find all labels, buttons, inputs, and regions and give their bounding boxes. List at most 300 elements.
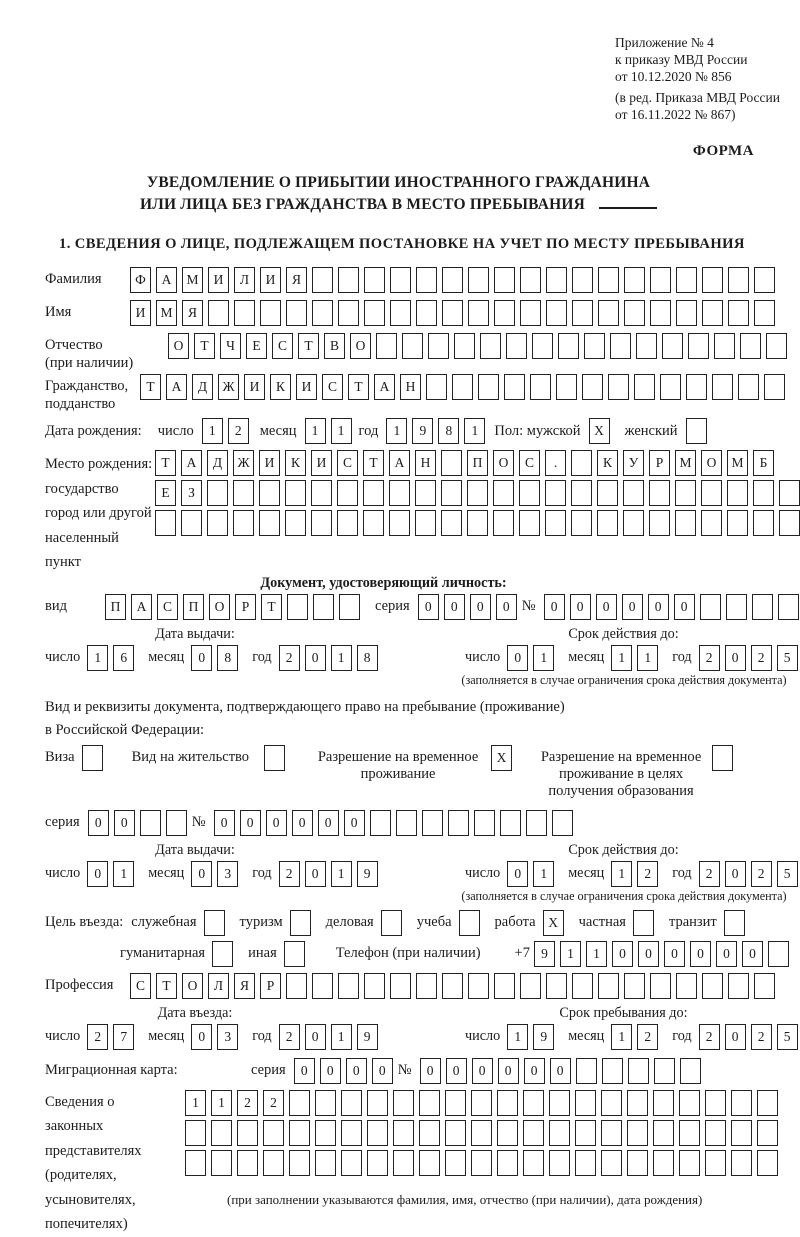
char-cell[interactable] [313, 594, 334, 620]
char-cell[interactable]: 0 [612, 941, 633, 967]
char-cell[interactable]: Д [192, 374, 213, 400]
char-cell[interactable] [285, 510, 306, 536]
char-cell[interactable]: 0 [418, 594, 439, 620]
residence-expiry-month[interactable] [611, 861, 663, 887]
char-cell[interactable] [676, 267, 697, 293]
char-cell[interactable] [211, 1120, 232, 1146]
char-cell[interactable] [415, 480, 436, 506]
char-cell[interactable]: О [182, 973, 203, 999]
char-cell[interactable] [402, 333, 423, 359]
char-cell[interactable] [740, 333, 761, 359]
char-cell[interactable]: А [181, 450, 202, 476]
char-cell[interactable] [494, 973, 515, 999]
char-cell[interactable]: 0 [191, 645, 212, 671]
char-cell[interactable] [422, 810, 443, 836]
surname-cells[interactable] [130, 267, 780, 293]
char-cell[interactable] [754, 973, 775, 999]
char-cell[interactable] [471, 1090, 492, 1116]
char-cell[interactable] [627, 1090, 648, 1116]
char-cell[interactable] [598, 300, 619, 326]
char-cell[interactable]: 9 [534, 941, 555, 967]
char-cell[interactable] [315, 1120, 336, 1146]
char-cell[interactable] [705, 1120, 726, 1146]
char-cell[interactable] [468, 267, 489, 293]
char-cell[interactable] [393, 1120, 414, 1146]
char-cell[interactable] [768, 941, 789, 967]
char-cell[interactable] [341, 1090, 362, 1116]
char-cell[interactable] [558, 333, 579, 359]
char-cell[interactable] [338, 973, 359, 999]
char-cell[interactable] [623, 480, 644, 506]
char-cell[interactable]: Т [363, 450, 384, 476]
char-cell[interactable] [766, 333, 787, 359]
char-cell[interactable]: 8 [217, 645, 238, 671]
char-cell[interactable]: 0 [648, 594, 669, 620]
char-cell[interactable] [339, 594, 360, 620]
char-cell[interactable] [497, 1120, 518, 1146]
char-cell[interactable]: Б [753, 450, 774, 476]
char-cell[interactable]: 0 [305, 1024, 326, 1050]
char-cell[interactable] [712, 374, 733, 400]
char-cell[interactable] [753, 510, 774, 536]
char-cell[interactable]: 9 [533, 1024, 554, 1050]
char-cell[interactable] [610, 333, 631, 359]
char-cell[interactable]: 0 [446, 1058, 467, 1084]
char-cell[interactable]: 0 [690, 941, 711, 967]
char-cell[interactable]: 0 [725, 861, 746, 887]
char-cell[interactable] [364, 267, 385, 293]
char-cell[interactable] [390, 267, 411, 293]
migration-number-cells[interactable] [420, 1058, 706, 1084]
char-cell[interactable]: 0 [191, 1024, 212, 1050]
char-cell[interactable]: Т [140, 374, 161, 400]
char-cell[interactable] [779, 510, 800, 536]
char-cell[interactable] [650, 267, 671, 293]
char-cell[interactable]: О [350, 333, 371, 359]
char-cell[interactable]: А [156, 267, 177, 293]
identity-expiry-year[interactable] [699, 645, 800, 671]
char-cell[interactable] [185, 1120, 206, 1146]
stay-year[interactable] [699, 1024, 800, 1050]
char-cell[interactable] [572, 267, 593, 293]
char-cell[interactable] [285, 480, 306, 506]
char-cell[interactable]: 2 [699, 645, 720, 671]
char-cell[interactable] [312, 267, 333, 293]
char-cell[interactable]: 0 [444, 594, 465, 620]
char-cell[interactable] [727, 510, 748, 536]
char-cell[interactable] [471, 1120, 492, 1146]
entry-month[interactable] [191, 1024, 243, 1050]
char-cell[interactable] [728, 267, 749, 293]
char-cell[interactable]: 0 [372, 1058, 393, 1084]
char-cell[interactable]: Т [298, 333, 319, 359]
char-cell[interactable] [207, 480, 228, 506]
char-cell[interactable]: 5 [777, 1024, 798, 1050]
char-cell[interactable] [676, 973, 697, 999]
char-cell[interactable]: 1 [185, 1090, 206, 1116]
char-cell[interactable] [506, 333, 527, 359]
char-cell[interactable]: С [519, 450, 540, 476]
char-cell[interactable]: 0 [470, 594, 491, 620]
char-cell[interactable] [686, 374, 707, 400]
char-cell[interactable]: 0 [318, 810, 339, 836]
char-cell[interactable] [364, 973, 385, 999]
char-cell[interactable]: 2 [87, 1024, 108, 1050]
temp-residence-checkbox[interactable]: X [491, 745, 512, 771]
purpose-business-checkbox[interactable] [381, 910, 402, 936]
char-cell[interactable]: 3 [217, 861, 238, 887]
char-cell[interactable] [653, 1120, 674, 1146]
char-cell[interactable]: 0 [544, 594, 565, 620]
char-cell[interactable]: М [675, 450, 696, 476]
char-cell[interactable] [442, 300, 463, 326]
char-cell[interactable]: 2 [279, 645, 300, 671]
residence-expiry-day[interactable] [507, 861, 559, 887]
char-cell[interactable]: Л [234, 267, 255, 293]
char-cell[interactable]: Н [400, 374, 421, 400]
char-cell[interactable]: 1 [305, 418, 326, 444]
char-cell[interactable]: Т [194, 333, 215, 359]
char-cell[interactable]: Н [415, 450, 436, 476]
char-cell[interactable]: 2 [637, 861, 658, 887]
char-cell[interactable] [286, 973, 307, 999]
char-cell[interactable]: М [156, 300, 177, 326]
char-cell[interactable]: 2 [263, 1090, 284, 1116]
char-cell[interactable]: 1 [560, 941, 581, 967]
residence-issue-month[interactable] [191, 861, 243, 887]
char-cell[interactable]: К [270, 374, 291, 400]
char-cell[interactable] [634, 374, 655, 400]
residence-permit-checkbox[interactable] [264, 745, 285, 771]
char-cell[interactable] [155, 510, 176, 536]
char-cell[interactable]: 0 [346, 1058, 367, 1084]
first-name-cells[interactable] [130, 300, 780, 326]
char-cell[interactable] [649, 480, 670, 506]
char-cell[interactable]: 0 [240, 810, 261, 836]
char-cell[interactable]: 0 [214, 810, 235, 836]
char-cell[interactable]: 9 [412, 418, 433, 444]
char-cell[interactable] [532, 333, 553, 359]
char-cell[interactable]: Л [208, 973, 229, 999]
char-cell[interactable] [753, 480, 774, 506]
char-cell[interactable]: 1 [87, 645, 108, 671]
char-cell[interactable] [624, 973, 645, 999]
char-cell[interactable] [754, 267, 775, 293]
char-cell[interactable] [679, 1090, 700, 1116]
char-cell[interactable]: 5 [777, 861, 798, 887]
char-cell[interactable]: 1 [211, 1090, 232, 1116]
char-cell[interactable]: 0 [344, 810, 365, 836]
char-cell[interactable] [442, 973, 463, 999]
char-cell[interactable]: И [208, 267, 229, 293]
char-cell[interactable] [287, 594, 308, 620]
char-cell[interactable] [572, 973, 593, 999]
char-cell[interactable] [702, 300, 723, 326]
char-cell[interactable]: 0 [742, 941, 763, 967]
identity-issue-year[interactable] [279, 645, 383, 671]
purpose-other-checkbox[interactable] [284, 941, 305, 967]
char-cell[interactable] [207, 510, 228, 536]
char-cell[interactable]: 2 [751, 1024, 772, 1050]
char-cell[interactable] [636, 333, 657, 359]
char-cell[interactable] [494, 300, 515, 326]
char-cell[interactable]: Ж [218, 374, 239, 400]
char-cell[interactable] [416, 973, 437, 999]
char-cell[interactable]: 0 [507, 645, 528, 671]
identity-issue-day[interactable] [87, 645, 139, 671]
legal-rep-cells-row1[interactable] [185, 1090, 783, 1116]
residence-series-cells[interactable] [88, 810, 192, 836]
char-cell[interactable]: 0 [596, 594, 617, 620]
char-cell[interactable]: О [493, 450, 514, 476]
char-cell[interactable] [234, 300, 255, 326]
char-cell[interactable]: К [597, 450, 618, 476]
char-cell[interactable]: С [337, 450, 358, 476]
char-cell[interactable] [441, 450, 462, 476]
char-cell[interactable] [468, 300, 489, 326]
char-cell[interactable]: 0 [570, 594, 591, 620]
char-cell[interactable] [494, 267, 515, 293]
char-cell[interactable]: 0 [725, 1024, 746, 1050]
char-cell[interactable] [237, 1120, 258, 1146]
char-cell[interactable] [757, 1120, 778, 1146]
char-cell[interactable] [259, 510, 280, 536]
char-cell[interactable] [680, 1058, 701, 1084]
char-cell[interactable]: Я [286, 267, 307, 293]
char-cell[interactable] [468, 973, 489, 999]
char-cell[interactable] [415, 510, 436, 536]
temp-residence-education-checkbox[interactable] [712, 745, 733, 771]
char-cell[interactable] [549, 1090, 570, 1116]
char-cell[interactable] [233, 480, 254, 506]
char-cell[interactable]: И [259, 450, 280, 476]
birth-place-cells-row1[interactable] [155, 450, 800, 476]
char-cell[interactable] [426, 374, 447, 400]
stay-day[interactable] [507, 1024, 559, 1050]
char-cell[interactable] [341, 1120, 362, 1146]
char-cell[interactable] [675, 480, 696, 506]
char-cell[interactable]: Р [235, 594, 256, 620]
char-cell[interactable] [602, 1058, 623, 1084]
identity-series-cells[interactable] [418, 594, 522, 620]
char-cell[interactable] [549, 1120, 570, 1146]
char-cell[interactable] [500, 810, 521, 836]
char-cell[interactable] [650, 300, 671, 326]
char-cell[interactable]: Т [156, 973, 177, 999]
char-cell[interactable] [263, 1120, 284, 1146]
char-cell[interactable] [504, 374, 525, 400]
char-cell[interactable] [778, 594, 799, 620]
purpose-work-checkbox[interactable]: X [543, 910, 564, 936]
migration-series-cells[interactable] [294, 1058, 398, 1084]
char-cell[interactable] [702, 973, 723, 999]
char-cell[interactable] [519, 510, 540, 536]
char-cell[interactable]: О [168, 333, 189, 359]
char-cell[interactable]: С [272, 333, 293, 359]
char-cell[interactable] [675, 510, 696, 536]
char-cell[interactable]: 1 [331, 1024, 352, 1050]
char-cell[interactable]: 7 [113, 1024, 134, 1050]
char-cell[interactable]: И [296, 374, 317, 400]
char-cell[interactable]: 1 [611, 1024, 632, 1050]
char-cell[interactable] [571, 510, 592, 536]
char-cell[interactable] [454, 333, 475, 359]
patronymic-cells[interactable] [168, 333, 792, 359]
char-cell[interactable]: 0 [305, 645, 326, 671]
char-cell[interactable]: П [105, 594, 126, 620]
birth-place-cells-row2[interactable] [155, 480, 800, 506]
char-cell[interactable] [650, 973, 671, 999]
char-cell[interactable] [523, 1090, 544, 1116]
char-cell[interactable]: Д [207, 450, 228, 476]
char-cell[interactable] [575, 1120, 596, 1146]
char-cell[interactable]: 9 [357, 1024, 378, 1050]
char-cell[interactable]: П [467, 450, 488, 476]
purpose-humanitarian-checkbox[interactable] [212, 941, 233, 967]
char-cell[interactable]: Т [348, 374, 369, 400]
profession-cells[interactable] [130, 973, 780, 999]
residence-expiry-year[interactable] [699, 861, 800, 887]
char-cell[interactable] [714, 333, 735, 359]
char-cell[interactable] [623, 510, 644, 536]
char-cell[interactable]: 0 [550, 1058, 571, 1084]
char-cell[interactable]: 1 [113, 861, 134, 887]
char-cell[interactable] [338, 300, 359, 326]
identity-kind-cells[interactable] [105, 594, 365, 620]
char-cell[interactable] [445, 1090, 466, 1116]
char-cell[interactable] [289, 1090, 310, 1116]
char-cell[interactable] [728, 300, 749, 326]
char-cell[interactable] [441, 510, 462, 536]
char-cell[interactable]: 0 [716, 941, 737, 967]
char-cell[interactable]: 0 [87, 861, 108, 887]
char-cell[interactable] [571, 450, 592, 476]
char-cell[interactable] [497, 1090, 518, 1116]
char-cell[interactable]: 1 [331, 861, 352, 887]
char-cell[interactable] [624, 267, 645, 293]
entry-day[interactable] [87, 1024, 139, 1050]
char-cell[interactable] [576, 1058, 597, 1084]
sex-male-checkbox[interactable]: X [589, 418, 610, 444]
char-cell[interactable] [700, 594, 721, 620]
char-cell[interactable] [601, 1120, 622, 1146]
char-cell[interactable] [416, 267, 437, 293]
char-cell[interactable]: 1 [586, 941, 607, 967]
char-cell[interactable] [363, 510, 384, 536]
char-cell[interactable]: 1 [386, 418, 407, 444]
citizenship-cells[interactable] [140, 374, 790, 400]
char-cell[interactable] [260, 300, 281, 326]
char-cell[interactable] [653, 1090, 674, 1116]
purpose-tourism-checkbox[interactable] [290, 910, 311, 936]
char-cell[interactable]: С [157, 594, 178, 620]
char-cell[interactable]: 2 [237, 1090, 258, 1116]
char-cell[interactable] [727, 480, 748, 506]
char-cell[interactable]: 2 [637, 1024, 658, 1050]
char-cell[interactable]: 3 [217, 1024, 238, 1050]
char-cell[interactable]: М [182, 267, 203, 293]
char-cell[interactable] [367, 1120, 388, 1146]
char-cell[interactable]: 2 [279, 1024, 300, 1050]
char-cell[interactable] [233, 510, 254, 536]
residence-number-cells[interactable] [214, 810, 578, 836]
stay-month[interactable] [611, 1024, 663, 1050]
char-cell[interactable] [370, 810, 391, 836]
char-cell[interactable]: 0 [305, 861, 326, 887]
char-cell[interactable] [779, 480, 800, 506]
char-cell[interactable]: 2 [751, 861, 772, 887]
char-cell[interactable]: 1 [637, 645, 658, 671]
char-cell[interactable]: 8 [438, 418, 459, 444]
char-cell[interactable] [754, 300, 775, 326]
char-cell[interactable]: 1 [331, 645, 352, 671]
char-cell[interactable] [467, 480, 488, 506]
char-cell[interactable] [728, 973, 749, 999]
char-cell[interactable] [545, 480, 566, 506]
char-cell[interactable]: Ч [220, 333, 241, 359]
sex-female-checkbox[interactable] [686, 418, 707, 444]
char-cell[interactable]: 2 [279, 861, 300, 887]
char-cell[interactable] [493, 510, 514, 536]
char-cell[interactable]: Я [234, 973, 255, 999]
char-cell[interactable] [571, 480, 592, 506]
char-cell[interactable]: . [545, 450, 566, 476]
char-cell[interactable] [140, 810, 161, 836]
char-cell[interactable]: И [260, 267, 281, 293]
char-cell[interactable]: Е [246, 333, 267, 359]
residence-issue-year[interactable] [279, 861, 383, 887]
purpose-study-checkbox[interactable] [459, 910, 480, 936]
char-cell[interactable] [702, 267, 723, 293]
visa-checkbox[interactable] [82, 745, 103, 771]
char-cell[interactable] [315, 1090, 336, 1116]
char-cell[interactable] [701, 510, 722, 536]
char-cell[interactable]: Т [261, 594, 282, 620]
char-cell[interactable]: 0 [320, 1058, 341, 1084]
birth-year-cells[interactable] [386, 418, 490, 444]
char-cell[interactable]: И [130, 300, 151, 326]
char-cell[interactable]: И [244, 374, 265, 400]
char-cell[interactable] [389, 480, 410, 506]
char-cell[interactable]: М [727, 450, 748, 476]
char-cell[interactable] [705, 1090, 726, 1116]
char-cell[interactable] [520, 267, 541, 293]
char-cell[interactable] [545, 510, 566, 536]
char-cell[interactable]: И [311, 450, 332, 476]
char-cell[interactable] [480, 333, 501, 359]
char-cell[interactable]: Я [182, 300, 203, 326]
char-cell[interactable] [286, 300, 307, 326]
char-cell[interactable]: 2 [751, 645, 772, 671]
char-cell[interactable]: 0 [622, 594, 643, 620]
char-cell[interactable] [649, 510, 670, 536]
char-cell[interactable]: 1 [464, 418, 485, 444]
char-cell[interactable]: 0 [88, 810, 109, 836]
identity-issue-month[interactable] [191, 645, 243, 671]
char-cell[interactable]: 2 [699, 861, 720, 887]
char-cell[interactable] [731, 1120, 752, 1146]
char-cell[interactable] [597, 510, 618, 536]
char-cell[interactable] [390, 300, 411, 326]
char-cell[interactable]: 1 [202, 418, 223, 444]
char-cell[interactable] [467, 510, 488, 536]
char-cell[interactable]: В [324, 333, 345, 359]
char-cell[interactable]: 0 [294, 1058, 315, 1084]
char-cell[interactable] [731, 1090, 752, 1116]
residence-issue-day[interactable] [87, 861, 139, 887]
char-cell[interactable]: А [389, 450, 410, 476]
char-cell[interactable]: 1 [611, 645, 632, 671]
